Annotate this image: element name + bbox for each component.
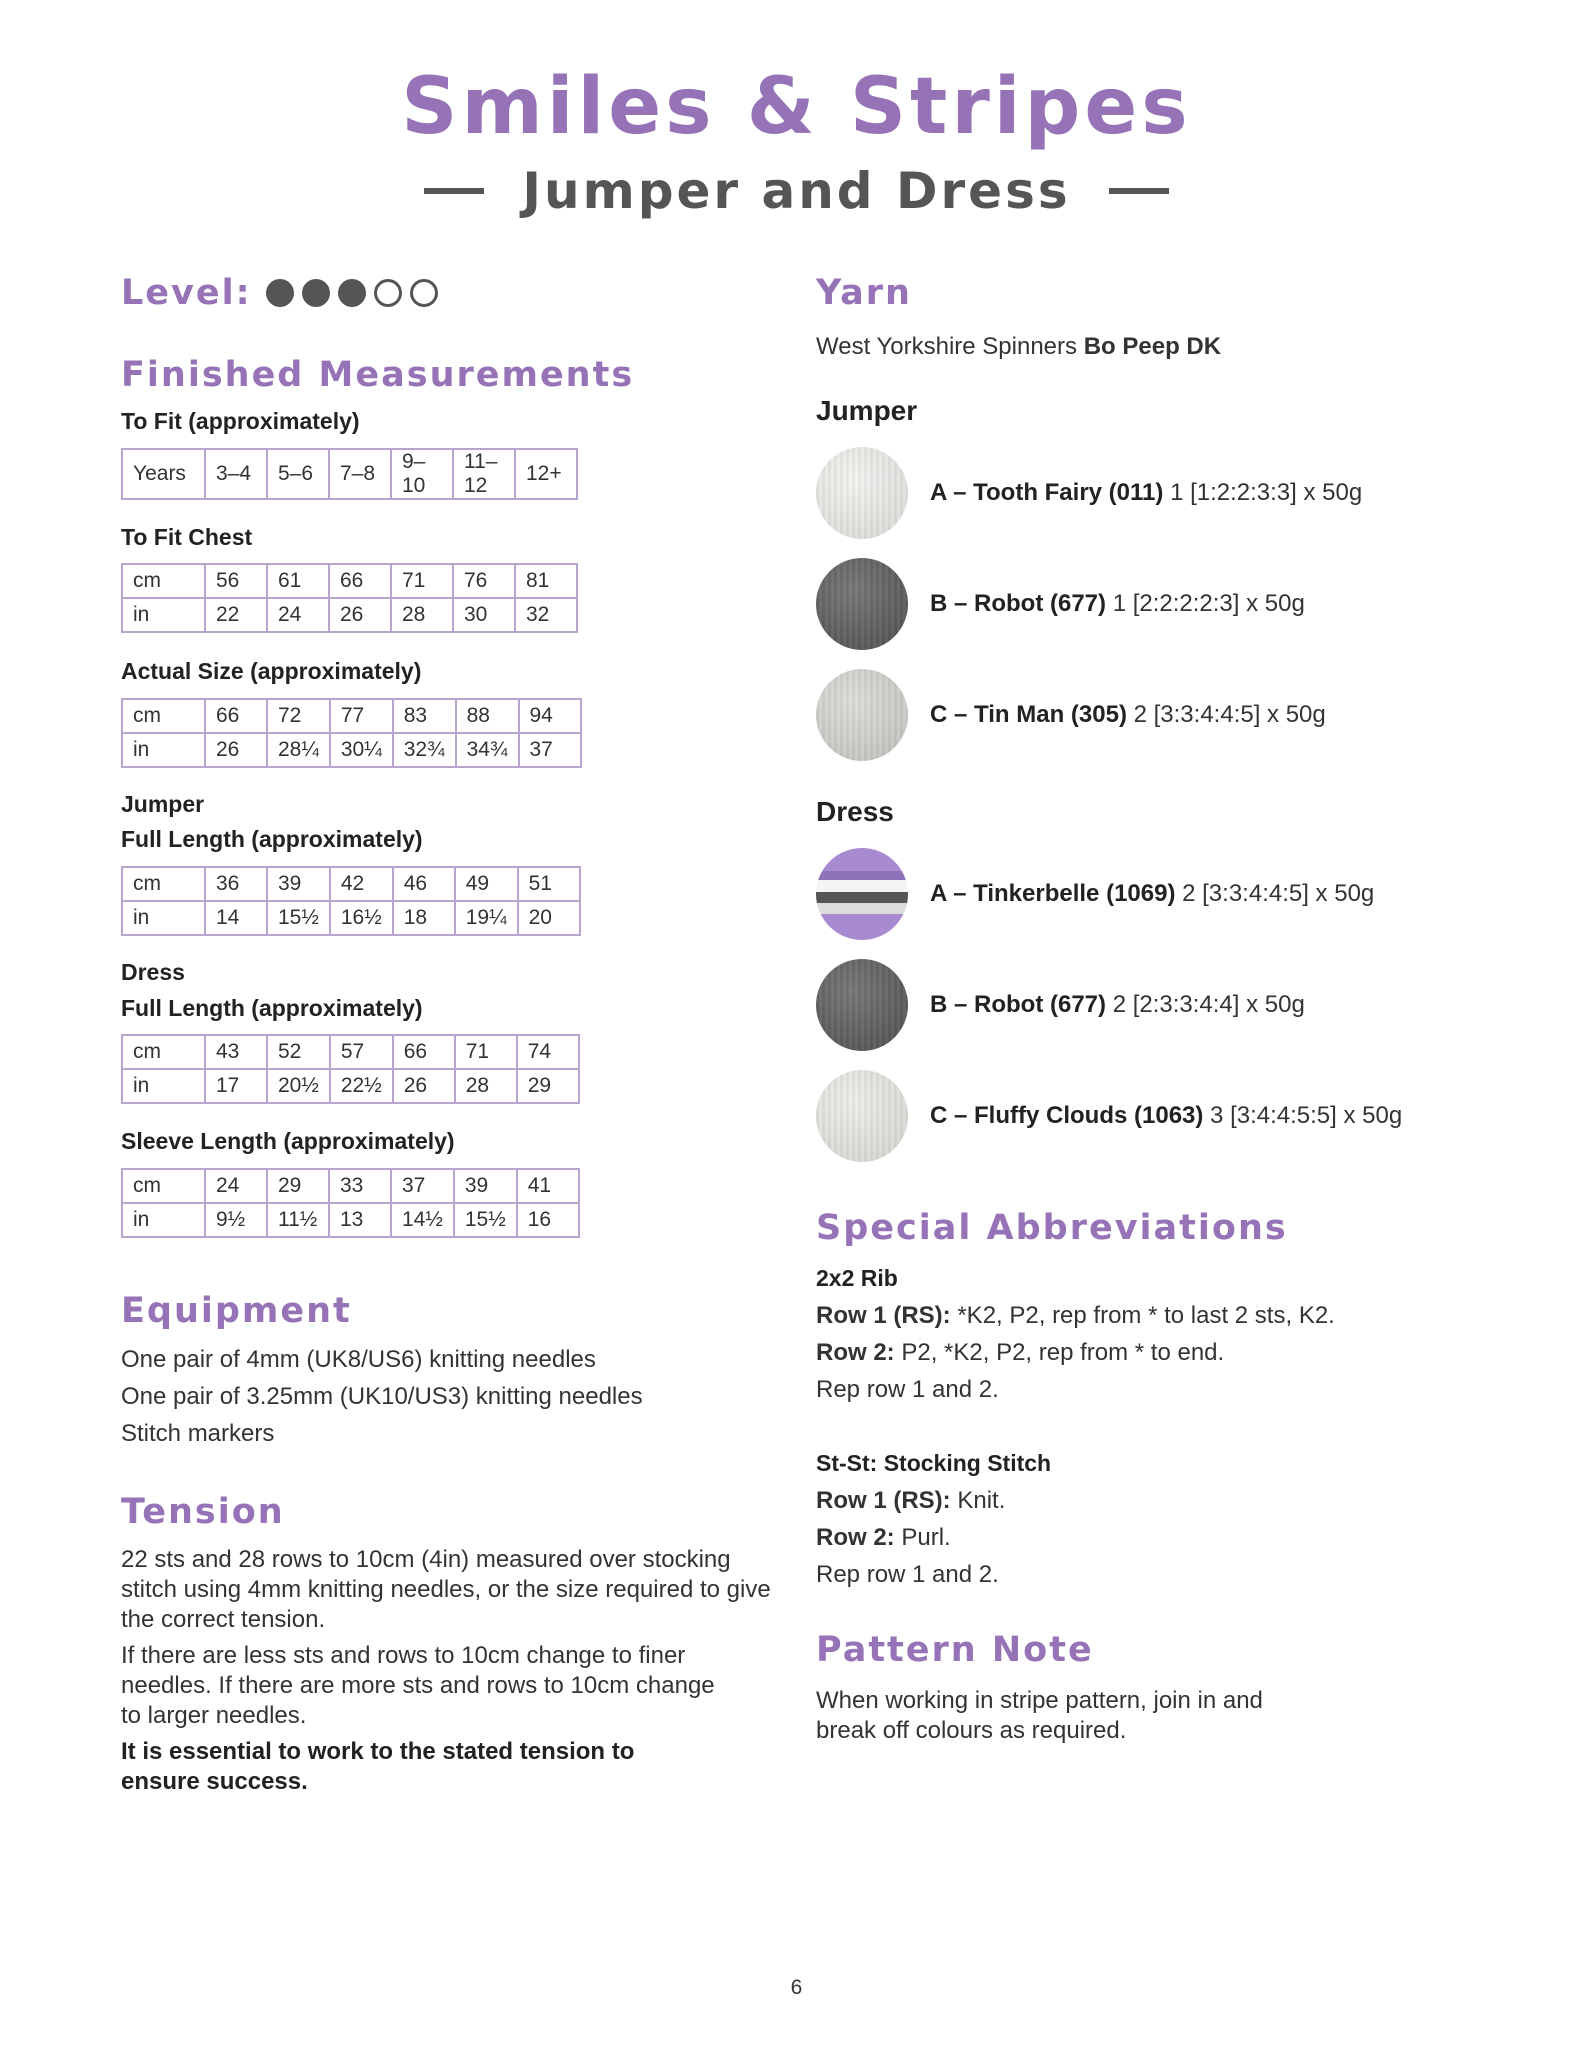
table-cell: 41 <box>517 1169 579 1203</box>
pattern-note-heading: Pattern Note <box>816 1630 1094 1671</box>
actual-size-label: Actual Size (approximately) <box>121 658 422 685</box>
table-cell: 22½ <box>330 1069 393 1103</box>
yarn-entry <box>930 590 1305 618</box>
table-cell: 77 <box>330 699 393 733</box>
table-row <box>122 449 577 499</box>
table-cell: 26 <box>329 598 391 632</box>
table-cell: in <box>122 1069 205 1103</box>
row-text: P2, *K2, P2, rep from * to end. <box>894 1339 1225 1367</box>
yarn-name: C – Tin Man (305) <box>930 701 1127 729</box>
table-cell: 26 <box>393 1069 455 1103</box>
to-fit-table <box>121 448 578 500</box>
yarn-brand <box>816 332 1516 362</box>
list-item: One pair of 3.25mm (UK10/US3) knitting needles <box>121 1382 643 1410</box>
table-cell: 66 <box>329 564 391 598</box>
yarn-swatch <box>816 558 908 650</box>
sleeve-length-label: Sleeve Length (approximately) <box>121 1128 455 1155</box>
table-cell: 72 <box>267 699 330 733</box>
table-cell: 13 <box>329 1203 391 1237</box>
level-dot-filled-icon <box>302 279 330 307</box>
table-cell: 28 <box>455 1069 517 1103</box>
table-cell: 15½ <box>267 901 330 935</box>
list-item <box>816 1060 1516 1171</box>
table-cell: 66 <box>393 1035 455 1069</box>
yarn-entry <box>930 701 1326 729</box>
actual-size-table <box>121 698 582 768</box>
table-cell: 20½ <box>267 1069 330 1103</box>
left-dash <box>424 188 484 194</box>
to-fit-chest-label: To Fit Chest <box>121 523 253 550</box>
list-item <box>816 660 1516 771</box>
table-cell: 71 <box>391 564 453 598</box>
yarn-swatch <box>816 669 908 761</box>
left-column <box>121 270 801 1797</box>
table-cell: 11–12 <box>453 449 515 499</box>
level-label: Level: <box>121 272 252 313</box>
page-number: 6 <box>790 1976 803 1999</box>
equipment-heading: Equipment <box>121 1290 352 1331</box>
table-cell: 16 <box>517 1203 579 1237</box>
level-dots <box>266 279 446 307</box>
table-cell: 22 <box>205 598 267 632</box>
page-subtitle <box>0 162 1593 220</box>
jumper-length-label: Full Length (approximately) <box>121 826 423 853</box>
yarn-swatch <box>816 1070 908 1162</box>
table-cell: 81 <box>515 564 577 598</box>
table-cell: 33 <box>329 1169 391 1203</box>
level-dot-empty-icon <box>374 279 402 307</box>
yarn-heading: Yarn <box>816 272 912 313</box>
table-cell: 51 <box>518 867 580 901</box>
yarn-entry <box>930 1102 1402 1130</box>
table-cell: 28¼ <box>267 733 330 767</box>
table-cell: 56 <box>205 564 267 598</box>
table-cell: 19¼ <box>455 901 518 935</box>
yarn-dress-label: Dress <box>816 795 894 827</box>
to-fit-chest-table <box>121 563 578 633</box>
table-cell: 76 <box>453 564 515 598</box>
yarn-amount: 2 [2:3:3:4:4] x 50g <box>1112 990 1305 1018</box>
row-text: Purl. <box>894 1524 951 1552</box>
table-row <box>122 598 577 632</box>
list-item <box>816 949 1516 1060</box>
level-dot-empty-icon <box>410 279 438 307</box>
yarn-name: B – Robot (677) <box>930 590 1107 618</box>
sleeve-length-table <box>121 1168 580 1238</box>
row-label: Row 2: <box>816 1339 895 1367</box>
yarn-name: C – Fluffy Clouds (1063) <box>930 1101 1204 1129</box>
table-cell: 88 <box>456 699 519 733</box>
list-item <box>816 549 1516 660</box>
yarn-swatch <box>816 959 908 1051</box>
subtitle-text: Jumper and Dress <box>522 162 1071 220</box>
table-cell: in <box>122 733 205 767</box>
tension-paragraph-2: If there are less sts and rows to 10cm change to finer needles. If there are more sts and rows to 10cm change to larger needles. <box>121 1641 715 1729</box>
table-cell: 30 <box>453 598 515 632</box>
table-cell: cm <box>122 1035 205 1069</box>
table-row <box>122 901 580 935</box>
table-cell: 9½ <box>205 1203 267 1237</box>
table-row <box>122 1069 579 1103</box>
table-row <box>122 1169 579 1203</box>
rib-row-2 <box>816 1334 1516 1371</box>
table-row <box>122 1203 579 1237</box>
yarn-amount: 2 [3:3:4:4:5] x 50g <box>1182 879 1375 907</box>
table-cell: Years <box>122 449 205 499</box>
to-fit-label: To Fit (approximately) <box>121 408 360 434</box>
table-cell: 34¾ <box>456 733 519 767</box>
table-cell: 39 <box>454 1169 517 1203</box>
table-cell: 15½ <box>454 1203 517 1237</box>
spacer <box>816 1408 1516 1445</box>
jumper-length-table <box>121 866 581 936</box>
list-item: One pair of 4mm (UK8/US6) knitting needles <box>121 1345 596 1373</box>
yarn-amount: 2 [3:3:4:4:5] x 50g <box>1133 701 1326 729</box>
page-title: Smiles & Stripes <box>401 62 1192 152</box>
table-cell: 18 <box>393 901 455 935</box>
dress-yarn-list <box>816 838 1516 1171</box>
table-cell: 32¾ <box>393 733 456 767</box>
level-dot-filled-icon <box>338 279 366 307</box>
stocking-stitch-title: St-St: Stocking Stitch <box>816 1450 1052 1477</box>
table-row <box>122 699 581 733</box>
yarn-name: A – Tinkerbelle (1069) <box>930 879 1176 907</box>
table-cell: 37 <box>519 733 581 767</box>
table-cell: cm <box>122 867 205 901</box>
table-cell: 14½ <box>391 1203 454 1237</box>
table-cell: 52 <box>267 1035 330 1069</box>
jumper-yarn-list <box>816 438 1516 771</box>
table-cell: 17 <box>205 1069 267 1103</box>
jumper-label: Jumper <box>121 790 205 817</box>
table-cell: cm <box>122 699 205 733</box>
table-cell: 24 <box>267 598 329 632</box>
table-cell: 20 <box>518 901 580 935</box>
level-row <box>121 270 801 316</box>
special-abbreviations-heading: Special Abbreviations <box>816 1208 1288 1249</box>
table-cell: 71 <box>455 1035 517 1069</box>
table-cell: 16½ <box>330 901 393 935</box>
table-cell: 29 <box>267 1169 329 1203</box>
abbreviations-block <box>816 1260 1516 1593</box>
equipment-list <box>121 1341 801 1452</box>
yarn-entry <box>930 991 1305 1019</box>
table-cell: 5–6 <box>267 449 329 499</box>
table-cell: in <box>122 598 205 632</box>
rib-title: 2x2 Rib <box>816 1265 898 1292</box>
yarn-brand-name: Bo Peep DK <box>1083 333 1222 360</box>
row-label: Row 2: <box>816 1524 895 1552</box>
yarn-amount: 1 [2:2:2:2:3] x 50g <box>1112 590 1305 618</box>
list-item <box>816 838 1516 949</box>
row-label: Row 1 (RS): <box>816 1487 951 1515</box>
table-cell: 61 <box>267 564 329 598</box>
table-cell: 37 <box>391 1169 454 1203</box>
table-cell: 57 <box>330 1035 393 1069</box>
row-label: Row 1 (RS): <box>816 1302 951 1330</box>
table-cell: 43 <box>205 1035 267 1069</box>
table-cell: 3–4 <box>205 449 267 499</box>
tension-heading: Tension <box>121 1491 285 1532</box>
row-text: *K2, P2, rep from * to last 2 sts, K2. <box>950 1302 1335 1330</box>
st-row-2 <box>816 1519 1516 1556</box>
yarn-amount: 3 [3:4:4:5:5] x 50g <box>1210 1101 1403 1129</box>
table-cell: in <box>122 901 205 935</box>
table-cell: 42 <box>330 867 393 901</box>
yarn-name: A – Tooth Fairy (011) <box>930 479 1164 507</box>
table-cell: 9–10 <box>391 449 453 499</box>
table-row <box>122 1035 579 1069</box>
table-row <box>122 564 577 598</box>
table-cell: 32 <box>515 598 577 632</box>
tension-paragraph-3: It is essential to work to the stated tension to ensure success. <box>121 1737 635 1795</box>
table-cell: 94 <box>519 699 581 733</box>
yarn-brand-prefix: West Yorkshire Spinners <box>816 333 1078 360</box>
yarn-entry <box>930 880 1374 908</box>
table-cell: 66 <box>205 699 267 733</box>
yarn-heading-row <box>816 270 1516 316</box>
yarn-swatch <box>816 447 908 539</box>
table-cell: 14 <box>205 901 267 935</box>
right-column <box>816 270 1516 1746</box>
table-cell: 39 <box>267 867 330 901</box>
list-item: Stitch markers <box>121 1419 275 1447</box>
table-cell: 7–8 <box>329 449 391 499</box>
table-cell: 36 <box>205 867 267 901</box>
rib-row-1 <box>816 1297 1516 1334</box>
table-cell: 24 <box>205 1169 267 1203</box>
rib-repeat: Rep row 1 and 2. <box>816 1376 999 1404</box>
pattern-note-text: When working in stripe pattern, join in and break off colours as required. <box>816 1687 1263 1745</box>
table-cell: 11½ <box>267 1203 329 1237</box>
dress-length-label: Full Length (approximately) <box>121 994 423 1021</box>
tension-paragraph-1: 22 sts and 28 rows to 10cm (4in) measured over stocking stitch using 4mm knitting needles, or the size required to give the correct tension. <box>121 1545 771 1633</box>
st-row-1 <box>816 1482 1516 1519</box>
table-cell: 30¼ <box>330 733 393 767</box>
table-cell: 83 <box>393 699 456 733</box>
level-dot-filled-icon <box>266 279 294 307</box>
table-cell: 28 <box>391 598 453 632</box>
table-cell: 26 <box>205 733 267 767</box>
table-cell: cm <box>122 1169 205 1203</box>
table-cell: 74 <box>517 1035 579 1069</box>
st-repeat: Rep row 1 and 2. <box>816 1561 999 1589</box>
yarn-swatch-striped <box>816 848 908 940</box>
dress-length-table <box>121 1034 580 1104</box>
table-row <box>122 867 580 901</box>
dress-label: Dress <box>121 958 185 985</box>
table-cell: 12+ <box>515 449 577 499</box>
yarn-entry <box>930 479 1362 507</box>
table-cell: 29 <box>517 1069 579 1103</box>
table-row <box>122 733 581 767</box>
table-cell: 46 <box>393 867 455 901</box>
yarn-name: B – Robot (677) <box>930 990 1107 1018</box>
table-cell: 49 <box>455 867 518 901</box>
table-cell: cm <box>122 564 205 598</box>
yarn-jumper-label: Jumper <box>816 395 918 426</box>
finished-measurements-heading: Finished Measurements <box>121 355 635 395</box>
yarn-amount: 1 [1:2:2:3:3] x 50g <box>1170 479 1363 507</box>
table-cell: in <box>122 1203 205 1237</box>
list-item <box>816 438 1516 549</box>
row-text: Knit. <box>950 1487 1006 1515</box>
right-dash <box>1109 188 1169 194</box>
